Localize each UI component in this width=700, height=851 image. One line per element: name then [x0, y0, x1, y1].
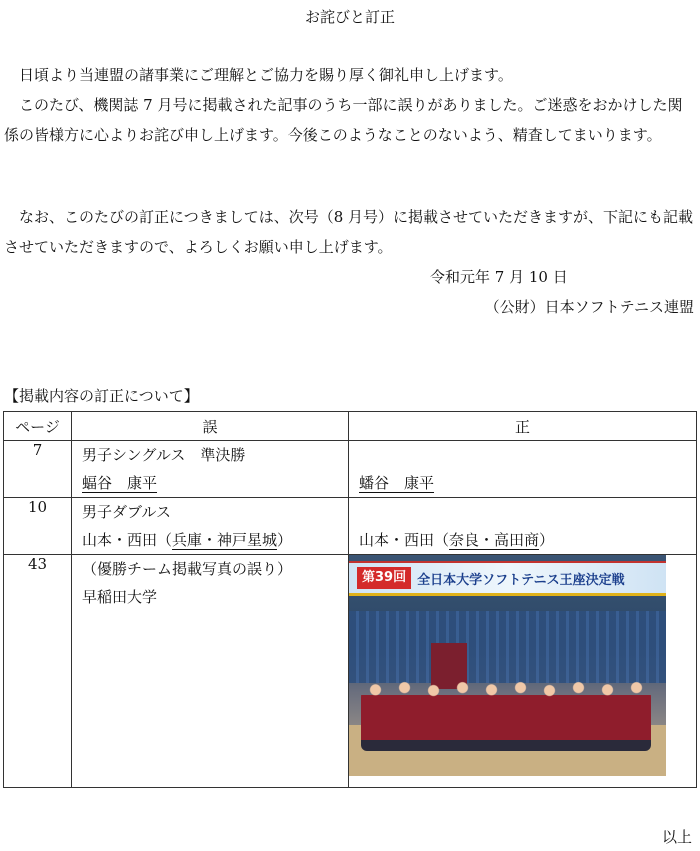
wrong-team-underlined: 兵庫・神戸星城 [172, 531, 278, 549]
row-wrong-cell [72, 555, 349, 788]
correction-table [3, 411, 697, 788]
row-wrong-cell [72, 441, 349, 498]
row-wrong-cell [72, 498, 349, 555]
row-page: 10 [4, 498, 72, 555]
row-correct-cell [349, 441, 697, 498]
wrong-name-underlined: 蝠谷 康平 [82, 474, 158, 492]
correction-notice-text: なお、このたびの訂正につきましては、次号（8 月号）に掲載させていただきますが、下記にも記載させていただきますので、よろしくお願い申し上げます。 [4, 208, 694, 256]
wrong-line-1: 男子ダブルス [82, 503, 171, 521]
banner-title: 全日本大学ソフトテニス王座決定戦 [417, 572, 625, 588]
team-photo [349, 555, 666, 776]
table-header-row [4, 412, 697, 441]
row-page: 7 [4, 441, 72, 498]
apology-text: このたび、機関誌 7 月号に掲載された記事のうち一部に誤りがありました。ご迷惑をおかけした関係の皆様方に心よりお詫び申し上げます。今後このようなことのないよう、精査してまいります。 [4, 96, 683, 144]
team-group [361, 679, 651, 751]
wrong-line-1: 男子シングルス 準決勝 [82, 446, 246, 464]
header-wrong: 誤 [72, 412, 349, 441]
correct-suffix: ） [539, 531, 555, 549]
tournament-banner [349, 561, 666, 596]
greeting-text: 日頃より当連盟の諸事業にご理解とご協力を賜り厚く御礼申し上げます。 [19, 66, 513, 84]
wrong-prefix: 山本・西田（ [82, 531, 173, 549]
issue-date: 令和元年 7 月 10 日 [430, 268, 568, 286]
apology-paragraph [4, 90, 696, 150]
section-title: 【掲載内容の訂正について】 [4, 387, 199, 405]
table-row [4, 555, 697, 788]
table-row [4, 441, 697, 498]
banner-edition: 第39回 [357, 567, 411, 589]
greeting-paragraph [4, 60, 696, 90]
wrong-line-1: （優勝チーム掲載写真の誤り） [82, 560, 293, 578]
closing-mark: 以上 [661, 828, 692, 846]
arena-stands [349, 611, 666, 683]
wrong-line-2: 早稲田大学 [82, 588, 158, 606]
header-correct: 正 [349, 412, 697, 441]
correct-name-underlined: 蟠谷 康平 [359, 474, 435, 492]
correction-notice-paragraph [4, 202, 696, 262]
row-correct-cell [349, 498, 697, 555]
row-page: 43 [4, 555, 72, 788]
notice-title: お詫びと訂正 [304, 8, 395, 26]
correct-line [349, 526, 696, 554]
header-page: ページ [4, 412, 72, 441]
row-correct-cell [349, 555, 697, 788]
correct-prefix: 山本・西田（ [359, 531, 450, 549]
organization-name: （公財）日本ソフトテニス連盟 [484, 298, 694, 316]
wrong-suffix: ） [277, 531, 293, 549]
table-row [4, 498, 697, 555]
correct-team-underlined: 奈良・高田商 [449, 531, 540, 549]
wrong-line-2 [72, 526, 348, 554]
